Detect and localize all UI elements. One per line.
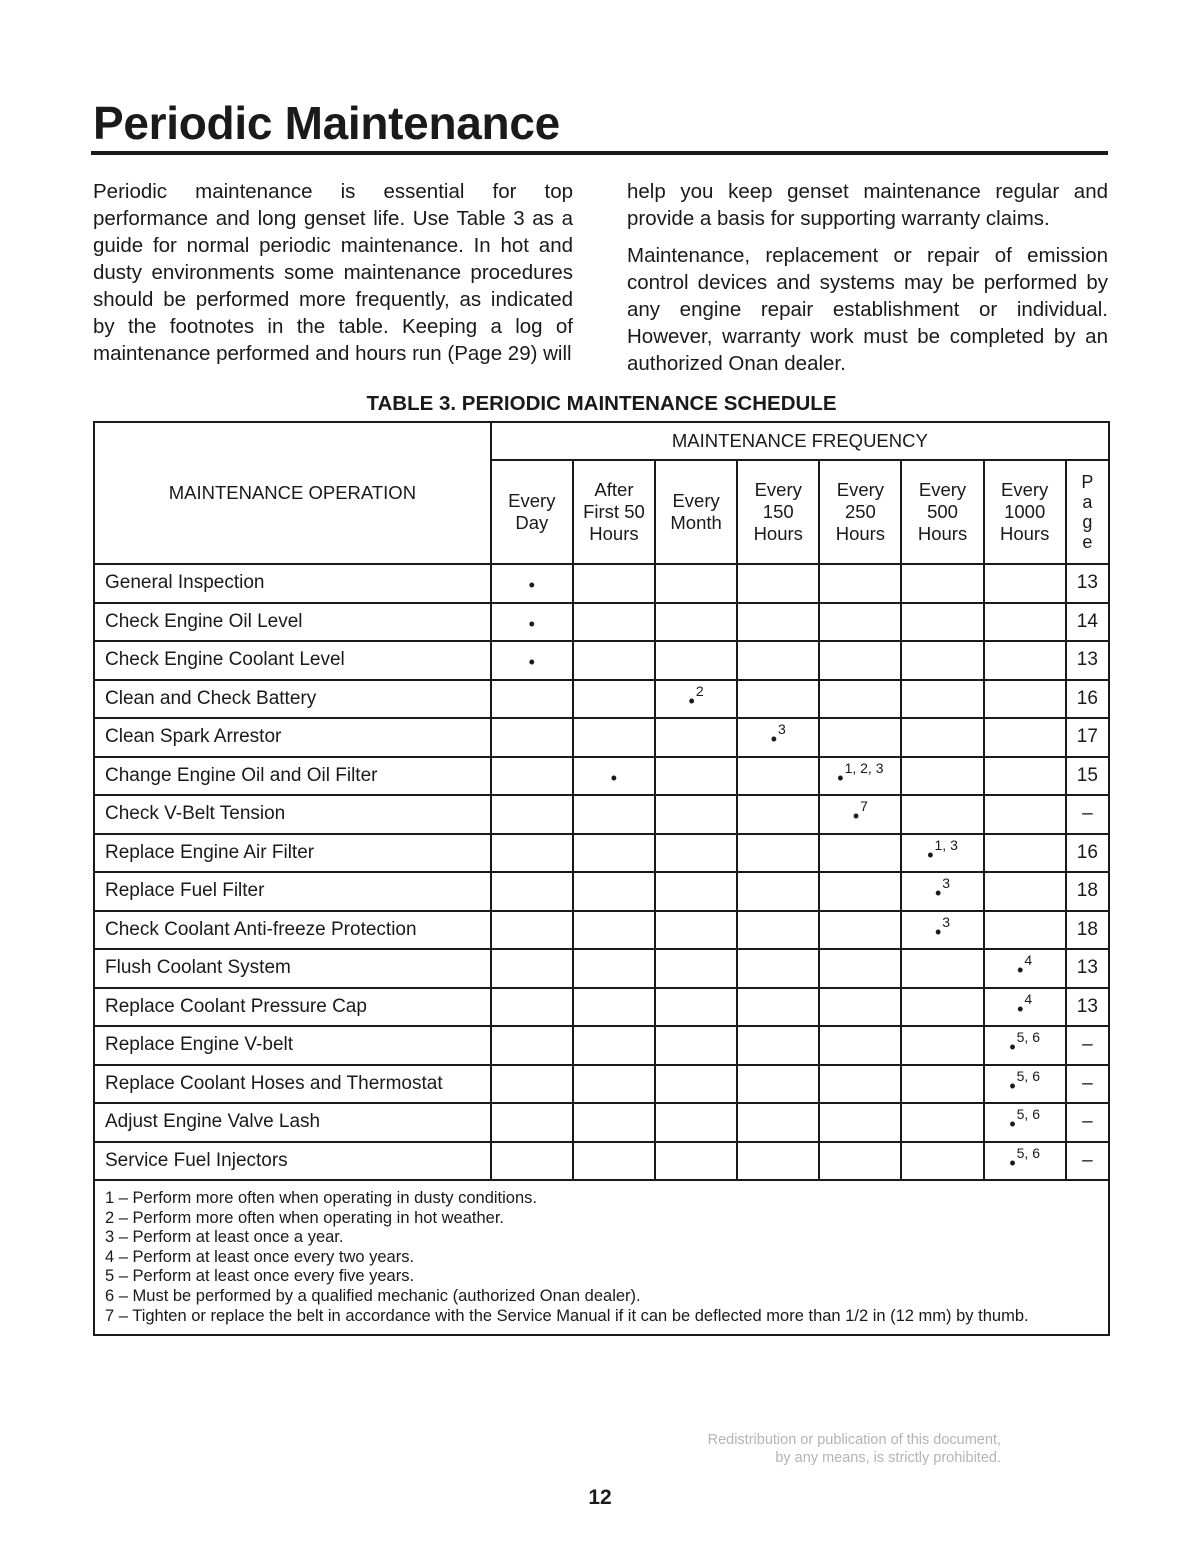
bullet-mark: • — [528, 652, 535, 673]
table-row — [94, 641, 1109, 680]
page-cell: 16 — [1066, 680, 1109, 719]
frequency-header-line: 500 — [927, 501, 958, 522]
frequency-cell — [901, 1103, 983, 1142]
table-row — [94, 1065, 1109, 1104]
footnote: 3 – Perform at least once a year. — [105, 1228, 344, 1247]
frequency-cell — [901, 795, 983, 834]
frequency-cell — [819, 718, 901, 757]
frequency-cell — [737, 603, 819, 642]
page-cell: 16 — [1066, 834, 1109, 873]
frequency-cell — [901, 911, 983, 950]
frequency-header-line: Hours — [589, 523, 639, 544]
frequency-header-line: Every — [918, 479, 967, 500]
bullet-mark: • — [770, 729, 777, 750]
intro-paragraph: Periodic maintenance is essential for top performance and long genset life. Use Table 3 as a guide for normal periodic maintenance. In hot and dusty environments some maintenance procedures should be performed more frequently, as indicated by the footnotes in the table. Keeping a log of maintenance performed and hours run (Page 29) will — [93, 180, 573, 365]
table-row — [94, 872, 1109, 911]
frequency-cell — [984, 680, 1066, 719]
bullet-mark: • — [610, 767, 618, 788]
frequency-cell — [984, 949, 1066, 988]
frequency-cell — [819, 911, 901, 950]
frequency-cell — [737, 641, 819, 680]
operation-cell: Check Engine Oil Level — [94, 603, 491, 642]
operation-cell: Flush Coolant System — [94, 949, 491, 988]
frequency-cell — [737, 757, 819, 796]
page-header-letter: g — [1082, 512, 1093, 532]
frequency-cell — [901, 603, 983, 642]
frequency-cell — [655, 911, 737, 950]
table-row — [94, 834, 1109, 873]
maintenance-schedule-table — [93, 421, 1110, 1336]
footnote: 7 – Tighten or replace the belt in accordance with the Service Manual if it can be deflected more than 1/2 in (12 mm) by thumb. — [105, 1306, 1029, 1325]
footnote-reference: 2 — [695, 682, 704, 699]
footnote-reference: 1, 3 — [934, 836, 958, 853]
frequency-header-line: Every — [508, 490, 556, 511]
emission-paragraph: Maintenance, replacement or repair of emission control devices and systems may be performed by any engine repair establishment or individual. However, warranty work must be completed by an authorized Onan dealer. — [627, 244, 1108, 375]
footnote: 4 – Perform at least once every two years. — [105, 1247, 415, 1266]
page-cell: 13 — [1066, 564, 1109, 603]
frequency-cell — [901, 1065, 983, 1104]
frequency-header-line: 250 — [844, 501, 876, 522]
frequency-cell — [819, 988, 901, 1027]
frequency-column-header — [901, 460, 983, 564]
frequency-cell — [491, 988, 573, 1027]
frequency-cell — [901, 949, 983, 988]
frequency-cell — [491, 1026, 573, 1065]
frequency-cell — [901, 564, 983, 603]
page-cell: – — [1066, 1103, 1109, 1142]
bullet-mark: • — [1009, 1037, 1016, 1058]
frequency-column-header — [984, 460, 1066, 564]
frequency-cell — [573, 564, 655, 603]
bullet-mark: • — [1009, 1152, 1016, 1173]
frequency-cell — [984, 1142, 1066, 1181]
page-cell: 14 — [1066, 603, 1109, 642]
table-row — [94, 1103, 1109, 1142]
frequency-cell — [737, 680, 819, 719]
frequency-column-header — [819, 460, 901, 564]
frequency-cell — [573, 834, 655, 873]
frequency-cell — [984, 603, 1066, 642]
frequency-cell — [573, 795, 655, 834]
frequency-cell — [491, 834, 573, 873]
frequency-cell — [819, 834, 901, 873]
frequency-cell — [819, 1142, 901, 1181]
intro-paragraph-continued: help you keep genset maintenance regular and provide a basis for supporting warranty claims. — [627, 180, 1108, 230]
frequency-cell — [819, 680, 901, 719]
frequency-cell — [901, 1026, 983, 1065]
title-rule — [91, 151, 1108, 155]
frequency-cell — [901, 988, 983, 1027]
operation-cell: Replace Coolant Pressure Cap — [94, 988, 491, 1027]
frequency-cell — [491, 757, 573, 796]
page-header-letter: P — [1081, 472, 1094, 492]
frequency-cell — [655, 872, 737, 911]
watermark-line: by any means, is strictly prohibited. — [775, 1450, 1001, 1466]
frequency-column-header — [573, 460, 655, 564]
frequency-cell — [655, 834, 737, 873]
frequency-cell — [819, 949, 901, 988]
frequency-cell — [737, 795, 819, 834]
frequency-cell — [737, 1065, 819, 1104]
frequency-cell — [491, 1142, 573, 1181]
bullet-mark: • — [927, 844, 934, 865]
page-cell: – — [1066, 795, 1109, 834]
table-row — [94, 795, 1109, 834]
frequency-cell — [655, 949, 737, 988]
bullet-mark: • — [1017, 998, 1024, 1019]
footnote-reference: 5, 6 — [1016, 1106, 1040, 1123]
frequency-cell — [573, 603, 655, 642]
frequency-cell — [901, 757, 983, 796]
operation-cell: Change Engine Oil and Oil Filter — [94, 757, 491, 796]
frequency-cell — [984, 872, 1066, 911]
operation-cell: Clean Spark Arrestor — [94, 718, 491, 757]
frequency-cell — [491, 1103, 573, 1142]
frequency-cell — [655, 1142, 737, 1181]
page-title: Periodic Maintenance — [93, 97, 560, 149]
frequency-header-line: Every — [1001, 479, 1049, 500]
frequency-cell — [491, 641, 573, 680]
frequency-cell — [984, 641, 1066, 680]
table-row — [94, 1026, 1109, 1065]
page-cell: 18 — [1066, 872, 1109, 911]
frequency-cell — [573, 988, 655, 1027]
footnote-reference: 5, 6 — [1016, 1144, 1040, 1161]
frequency-cell — [573, 911, 655, 950]
frequency-cell — [984, 1065, 1066, 1104]
frequency-header-line: First 50 — [583, 501, 645, 522]
page-cell: 13 — [1066, 949, 1109, 988]
frequency-cell — [819, 795, 901, 834]
frequency-cell — [737, 949, 819, 988]
frequency-cell — [984, 564, 1066, 603]
frequency-cell — [655, 1026, 737, 1065]
page-cell: 13 — [1066, 641, 1109, 680]
footnote-reference: 3 — [942, 875, 951, 892]
page-cell: 13 — [1066, 988, 1109, 1027]
frequency-cell — [573, 718, 655, 757]
page-header-letter: a — [1082, 492, 1093, 512]
footnote-reference: 4 — [1024, 990, 1033, 1007]
frequency-cell — [901, 680, 983, 719]
frequency-cell — [819, 603, 901, 642]
frequency-header-line: Hours — [917, 523, 968, 544]
frequency-cell — [573, 1103, 655, 1142]
table-title: TABLE 3. PERIODIC MAINTENANCE SCHEDULE — [366, 392, 837, 415]
footnote: 1 – Perform more often when operating in dusty conditions. — [105, 1189, 537, 1207]
frequency-cell — [655, 680, 737, 719]
footnote-reference: 5, 6 — [1016, 1067, 1040, 1084]
operation-cell: Adjust Engine Valve Lash — [94, 1103, 491, 1142]
frequency-cell — [491, 1065, 573, 1104]
frequency-column-header — [655, 460, 737, 564]
frequency-cell — [984, 911, 1066, 950]
frequency-cell — [491, 872, 573, 911]
intro-right-column — [627, 178, 1108, 387]
frequency-cell — [573, 872, 655, 911]
frequency-cell — [901, 718, 983, 757]
table-row — [94, 680, 1109, 719]
frequency-cell — [901, 1142, 983, 1181]
table-row — [94, 718, 1109, 757]
page-cell: 18 — [1066, 911, 1109, 950]
frequency-header-line: Hours — [835, 523, 886, 544]
operation-cell: General Inspection — [94, 564, 491, 603]
frequency-cell — [573, 1065, 655, 1104]
frequency-cell — [737, 564, 819, 603]
frequency-cell — [655, 795, 737, 834]
footnote-reference: 4 — [1024, 952, 1033, 969]
frequency-cell — [819, 641, 901, 680]
page-cell: – — [1066, 1065, 1109, 1104]
frequency-cell — [737, 1103, 819, 1142]
frequency-cell — [491, 949, 573, 988]
operation-cell: Service Fuel Injectors — [94, 1142, 491, 1181]
table-row — [94, 1142, 1109, 1181]
operation-cell: Replace Engine Air Filter — [94, 834, 491, 873]
frequency-cell — [655, 1065, 737, 1104]
frequency-header-line: 150 — [762, 501, 794, 522]
frequency-header-line: Every — [672, 490, 720, 511]
frequency-cell — [737, 872, 819, 911]
frequency-cell — [655, 1103, 737, 1142]
frequency-header-line: Hours — [753, 523, 803, 544]
frequency-cell — [901, 641, 983, 680]
frequency-cell — [573, 949, 655, 988]
footnote-reference: 3 — [942, 913, 951, 930]
frequency-cell — [655, 988, 737, 1027]
frequency-column-header — [491, 460, 573, 564]
intro-left-column — [93, 178, 573, 377]
bullet-mark: • — [528, 613, 535, 634]
frequency-cell — [491, 795, 573, 834]
frequency-cell — [737, 1026, 819, 1065]
frequency-cell — [819, 1103, 901, 1142]
page-column-header — [1066, 460, 1109, 564]
table-row — [94, 603, 1109, 642]
frequency-header-line: Day — [515, 512, 549, 533]
bullet-mark: • — [837, 767, 844, 788]
frequency-header-line: 1000 — [1004, 501, 1046, 522]
frequency-header-line: Every — [836, 479, 885, 500]
footnote: 2 – Perform more often when operating in hot weather. — [105, 1208, 504, 1227]
footnotes-row — [94, 1180, 1109, 1335]
frequency-cell — [819, 1065, 901, 1104]
frequency-cell — [573, 641, 655, 680]
footnote-reference: 7 — [860, 798, 868, 815]
frequency-cell — [655, 564, 737, 603]
frequency-cell — [984, 1103, 1066, 1142]
frequency-cell — [737, 988, 819, 1027]
frequency-cell — [984, 834, 1066, 873]
footnote-reference: 5, 6 — [1016, 1029, 1040, 1046]
watermark — [620, 1431, 1001, 1467]
bullet-mark: • — [688, 690, 695, 711]
frequency-cell — [573, 1026, 655, 1065]
frequency-cell — [737, 834, 819, 873]
frequency-cell — [737, 718, 819, 757]
frequency-header-line: Every — [754, 479, 802, 500]
frequency-cell — [901, 872, 983, 911]
table-row — [94, 757, 1109, 796]
frequency-cell — [491, 564, 573, 603]
frequency-cell — [819, 564, 901, 603]
bullet-mark: • — [1009, 1114, 1016, 1135]
frequency-cell — [901, 834, 983, 873]
page-cell: – — [1066, 1026, 1109, 1065]
footnote: 5 – Perform at least once every five years. — [105, 1267, 415, 1286]
page-cell: 15 — [1066, 757, 1109, 796]
frequency-column-header — [737, 460, 819, 564]
footnote-reference: 1, 2, 3 — [844, 759, 884, 776]
frequency-cell — [491, 718, 573, 757]
footnotes-cell — [94, 1180, 1109, 1335]
frequency-cell — [573, 757, 655, 796]
frequency-cell — [491, 911, 573, 950]
bullet-mark: • — [852, 806, 860, 827]
operation-cell: Replace Fuel Filter — [94, 872, 491, 911]
bullet-mark: • — [1017, 960, 1024, 981]
footnote-reference: 3 — [778, 721, 786, 738]
frequency-cell — [819, 872, 901, 911]
frequency-cell — [655, 718, 737, 757]
bullet-mark: • — [528, 575, 535, 596]
frequency-header-line: After — [594, 479, 634, 500]
frequency-cell — [491, 603, 573, 642]
page-header-letter: e — [1082, 532, 1093, 552]
operation-cell: Check V-Belt Tension — [94, 795, 491, 834]
page-number: 12 — [588, 1486, 612, 1509]
operation-cell: Check Engine Coolant Level — [94, 641, 491, 680]
bullet-mark: • — [934, 883, 942, 904]
frequency-cell — [984, 757, 1066, 796]
frequency-cell — [491, 680, 573, 719]
footnote: 6 – Must be performed by a qualified mechanic (authorized Onan dealer). — [105, 1286, 641, 1305]
operation-cell: Clean and Check Battery — [94, 680, 491, 719]
page-cell: – — [1066, 1142, 1109, 1181]
table-row — [94, 564, 1109, 603]
frequency-cell — [737, 911, 819, 950]
maintenance-frequency-header: MAINTENANCE FREQUENCY — [491, 422, 1109, 460]
bullet-mark: • — [1009, 1075, 1016, 1096]
frequency-cell — [984, 718, 1066, 757]
frequency-cell — [737, 1142, 819, 1181]
frequency-cell — [655, 641, 737, 680]
table-row — [94, 911, 1109, 950]
frequency-cell — [984, 1026, 1066, 1065]
table-row — [94, 988, 1109, 1027]
frequency-cell — [573, 1142, 655, 1181]
frequency-cell — [984, 795, 1066, 834]
bullet-mark: • — [934, 921, 942, 942]
watermark-line: Redistribution or publication of this document, — [707, 1432, 1001, 1448]
operation-cell: Replace Engine V-belt — [94, 1026, 491, 1065]
table-row — [94, 949, 1109, 988]
frequency-header-line: Month — [670, 512, 722, 533]
frequency-header-line: Hours — [999, 523, 1050, 544]
operation-cell: Replace Coolant Hoses and Thermostat — [94, 1065, 491, 1104]
frequency-cell — [655, 603, 737, 642]
frequency-cell — [655, 757, 737, 796]
frequency-cell — [819, 757, 901, 796]
page-cell: 17 — [1066, 718, 1109, 757]
frequency-cell — [819, 1026, 901, 1065]
maintenance-operation-header: MAINTENANCE OPERATION — [94, 422, 491, 564]
operation-cell: Check Coolant Anti-freeze Protection — [94, 911, 491, 950]
frequency-cell — [984, 988, 1066, 1027]
frequency-cell — [573, 680, 655, 719]
